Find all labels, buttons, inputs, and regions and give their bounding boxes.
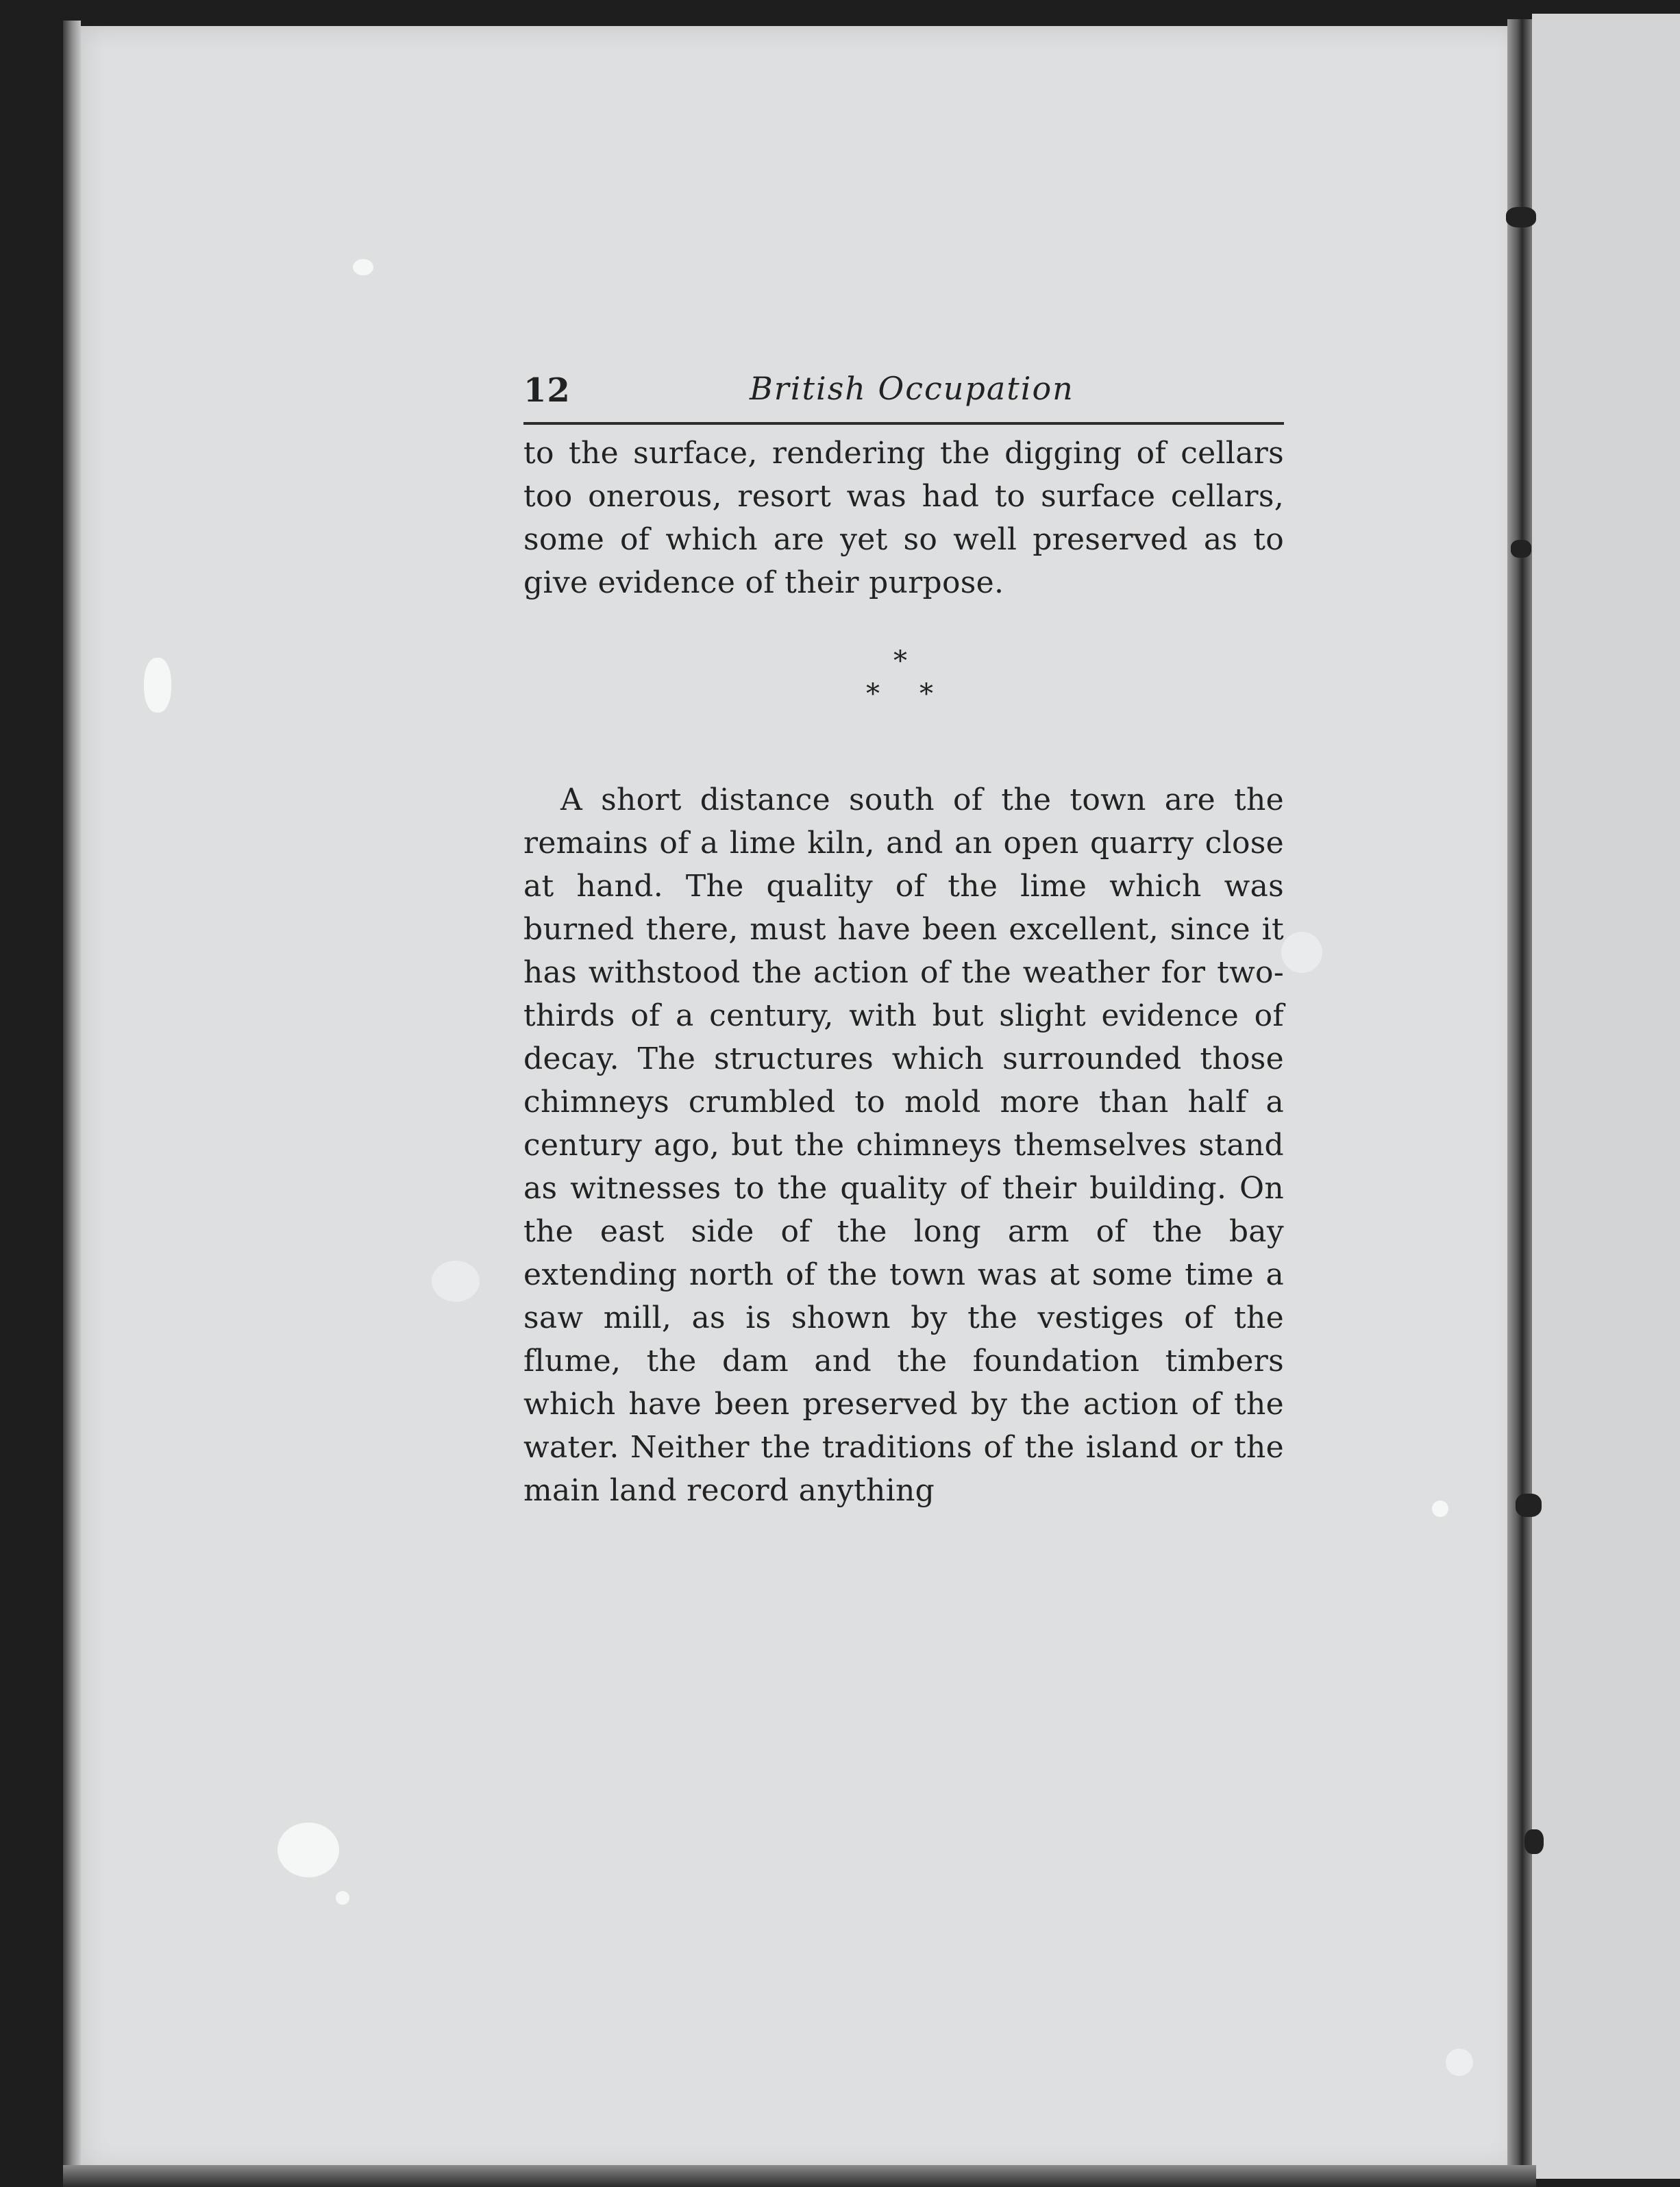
running-head (523, 367, 1284, 425)
asterisk-right: * (919, 678, 933, 710)
binding-mark (1511, 540, 1531, 558)
page-content (523, 367, 1284, 1512)
section-break-asterism (523, 645, 1284, 748)
asterisk-top: * (893, 645, 907, 677)
page-bottom-edge (63, 2165, 1536, 2187)
running-title: British Occupation (750, 370, 1074, 407)
binding-mark (1516, 1494, 1542, 1517)
page-number: 12 (523, 371, 571, 410)
facing-page-edge (1532, 14, 1680, 2179)
scan-speck (277, 1822, 339, 1877)
scan-speck (144, 658, 171, 713)
scan-speck (336, 1891, 349, 1905)
scan-speck (1432, 1500, 1448, 1517)
binding-mark (1506, 207, 1536, 227)
page-left-edge (63, 21, 81, 2179)
asterisk-left: * (866, 678, 880, 710)
scan-speck (1281, 932, 1322, 973)
paragraph-continued: to the surface, rendering the digging of cellars too onerous, resort was had to surface cellars, some of which are yet so well preserved as to give evidence of their purpose. (523, 436, 1284, 600)
paragraph-lime-kiln: A short distance south of the town are the remains of a lime kiln, and an open quarry close at hand. The quality of the lime which was burned there, must have been excellent, since it has withstood the action of the weather for two-thirds of a century, with but slight evidence of decay. The structures which surrounded those chimneys crumbled to mold more than half a century ago, but the chimneys themselves stand as witnesses to the quality of their building. On the east side of the long arm of the bay extending north of the town was at some time a saw mill, as is shown by the vestiges of the flume, the dam and the foundation timbers which have been preserved by the action of the water. Neither the traditions of the island or the main land record anything (523, 782, 1284, 1508)
scan-speck (1446, 2049, 1473, 2076)
scan-speck (353, 259, 373, 275)
binding-mark (1524, 1829, 1544, 1854)
scan-speck (432, 1261, 480, 1302)
